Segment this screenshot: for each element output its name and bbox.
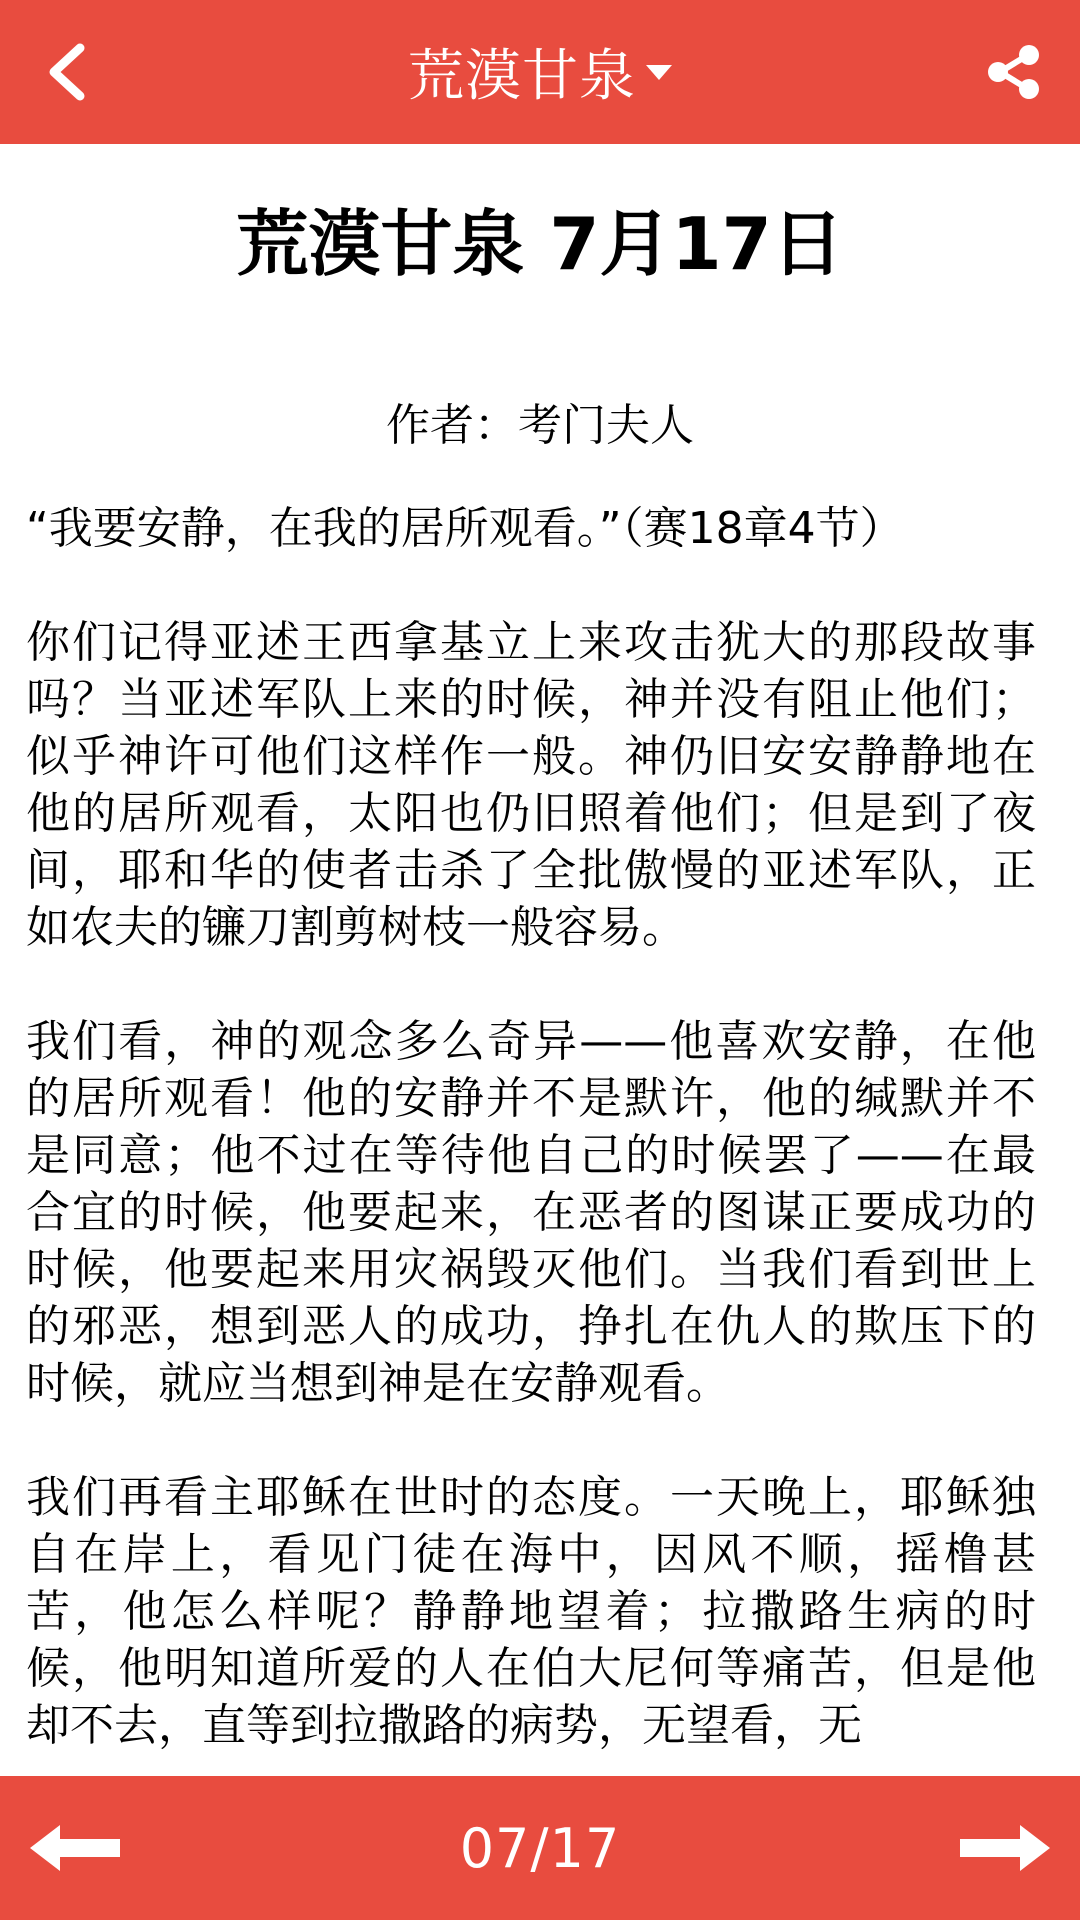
article-content[interactable]	[0, 144, 1080, 1776]
page-indicator: 07/17	[459, 1816, 621, 1880]
article-author: 作者：考门夫人	[386, 400, 694, 451]
next-page-button[interactable]	[954, 1808, 1054, 1888]
article-paragraph: 你们记得亚述王西拿基立上来攻击犹大的那段故事吗？当亚述军队上来的时候，神并没有阻止他们；似乎神许可他们这样作一般。神仍旧安安静静地在他的居所观看，太阳也仍旧照着他们；但是到了夜间，耶和华的使者击杀了全批傲慢的亚述军队，正如农夫的镰刀割剪树枝一般容易。	[26, 617, 1036, 953]
scripture-verse: “我要安静，在我的居所观看。”（赛18章4节）	[26, 503, 904, 554]
caret-down-icon	[646, 65, 672, 80]
share-button[interactable]	[974, 32, 1054, 112]
page-title: 荒漠甘泉	[408, 44, 636, 109]
bottom-nav-bar	[0, 1776, 1080, 1920]
title-dropdown[interactable]	[0, 0, 1080, 144]
share-icon	[986, 44, 1042, 100]
arrow-right-icon	[958, 1823, 1050, 1873]
article-body	[26, 500, 1036, 1776]
top-app-bar	[0, 0, 1080, 144]
article-paragraph: 我们看，神的观念多么奇异——他喜欢安静，在他的居所观看！他的安静并不是默许，他的缄默并不是同意；他不过在等待他自己的时候罢了——在最合宜的时候，他要起来，在恶者的图谋正要成功的时候，他要起来用灾祸毁灭他们。当我们看到世上的邪恶，想到恶人的成功，挣扎在仇人的欺压下的时候，就应当想到神是在安静观看。	[26, 1016, 1036, 1409]
article-title: 荒漠甘泉 7月17日	[236, 202, 844, 286]
article-paragraph: 我们再看主耶稣在世时的态度。一天晚上，耶稣独自在岸上，看见门徒在海中，因风不顺，摇橹甚苦，他怎么样呢？静静地望着；拉撒路生病的时候，他明知道所爱的人在伯大尼何等痛苦，但是他却不去，直等到拉撒路的病势，无望看，无	[26, 1472, 1036, 1751]
